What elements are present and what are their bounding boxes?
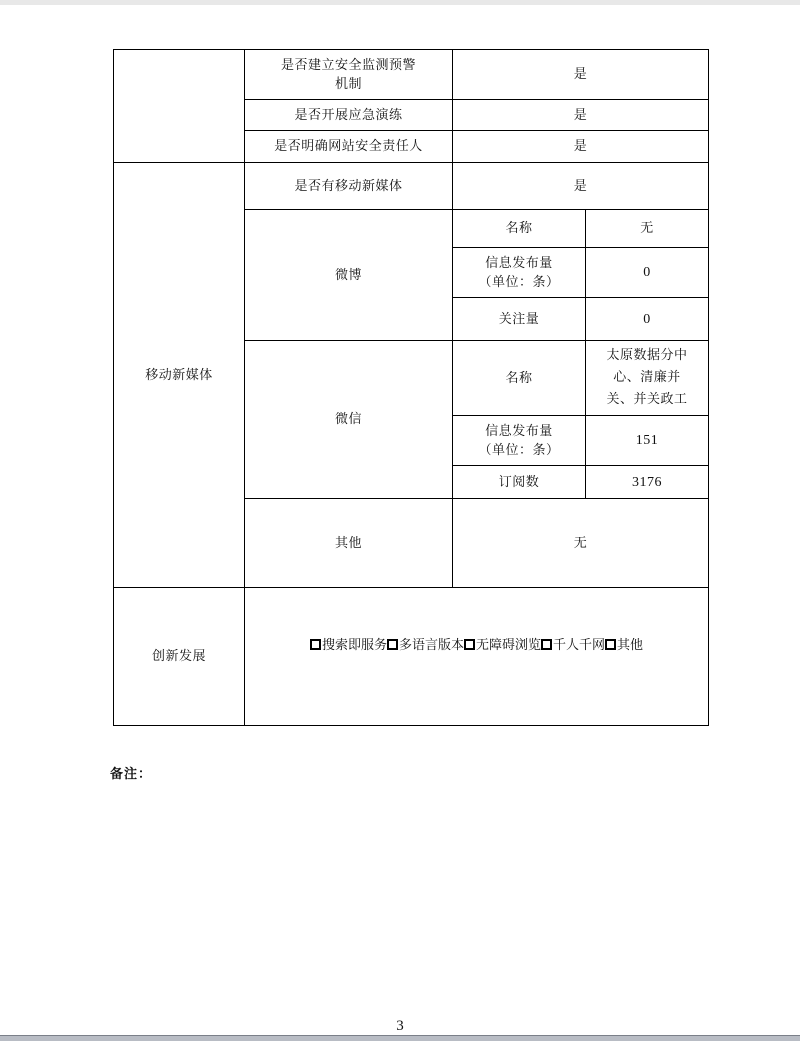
weibo-label: 微博 <box>245 210 453 341</box>
other-label: 其他 <box>245 499 453 588</box>
checkbox-accessibility[interactable] <box>464 639 475 650</box>
section-mobile-media: 移动新媒体 <box>114 163 245 588</box>
weibo-follow-value: 0 <box>586 298 709 341</box>
viewer-bottom-bar <box>0 1036 800 1041</box>
monitoring-answer: 是 <box>453 50 709 100</box>
other-value: 无 <box>453 499 709 588</box>
wechat-label: 微信 <box>245 341 453 499</box>
row-label-has-mobile: 是否有移动新媒体 <box>245 163 453 210</box>
report-table <box>113 49 709 726</box>
option-accessibility: 无障碍浏览 <box>476 638 542 653</box>
wechat-sub-label: 订阅数 <box>453 466 586 499</box>
weibo-name-label: 名称 <box>453 210 586 248</box>
row-label-monitoring <box>245 50 453 100</box>
option-other: 其他 <box>617 638 644 653</box>
has-mobile-answer: 是 <box>453 163 709 210</box>
wechat-name-text: 太原数据分中 心、清廉并 关、并关政工 <box>606 348 688 407</box>
wechat-sub-value: 3176 <box>586 466 709 499</box>
innovation-label: 创新发展 <box>114 588 245 726</box>
option-multilingual: 多语言版本 <box>398 638 464 653</box>
option-personalized: 千人千网 <box>553 638 606 653</box>
page-number: 3 <box>396 1018 404 1034</box>
wechat-pub-label-text: 信息发布量 （单位：条） <box>478 423 560 458</box>
drill-answer: 是 <box>453 100 709 131</box>
monitoring-question: 是否建立安全监测预警 机制 <box>280 57 416 92</box>
wechat-name-value <box>586 341 709 416</box>
weibo-pub-label <box>453 248 586 298</box>
remark-label: 备注： <box>110 767 153 782</box>
weibo-follow-label: 关注量 <box>453 298 586 341</box>
wechat-pub-value: 151 <box>586 416 709 466</box>
weibo-pub-label-text: 信息发布量 （单位：条） <box>478 255 560 290</box>
responsible-answer: 是 <box>453 131 709 163</box>
wechat-name-label: 名称 <box>453 341 586 416</box>
checkbox-personalized[interactable] <box>541 639 552 650</box>
innovation-options <box>310 636 643 655</box>
innovation-options-cell <box>245 588 709 726</box>
option-search-service: 搜索即服务 <box>321 638 387 653</box>
checkbox-search-service[interactable] <box>310 639 321 650</box>
wechat-pub-label <box>453 416 586 466</box>
weibo-pub-value: 0 <box>586 248 709 298</box>
checkbox-other[interactable] <box>605 639 616 650</box>
section-cell-security <box>114 50 245 163</box>
viewer-top-bar <box>0 0 800 5</box>
row-label-drill: 是否开展应急演练 <box>245 100 453 131</box>
checkbox-multilingual[interactable] <box>387 639 398 650</box>
row-label-responsible: 是否明确网站安全责任人 <box>245 131 453 163</box>
weibo-name-value: 无 <box>586 210 709 248</box>
